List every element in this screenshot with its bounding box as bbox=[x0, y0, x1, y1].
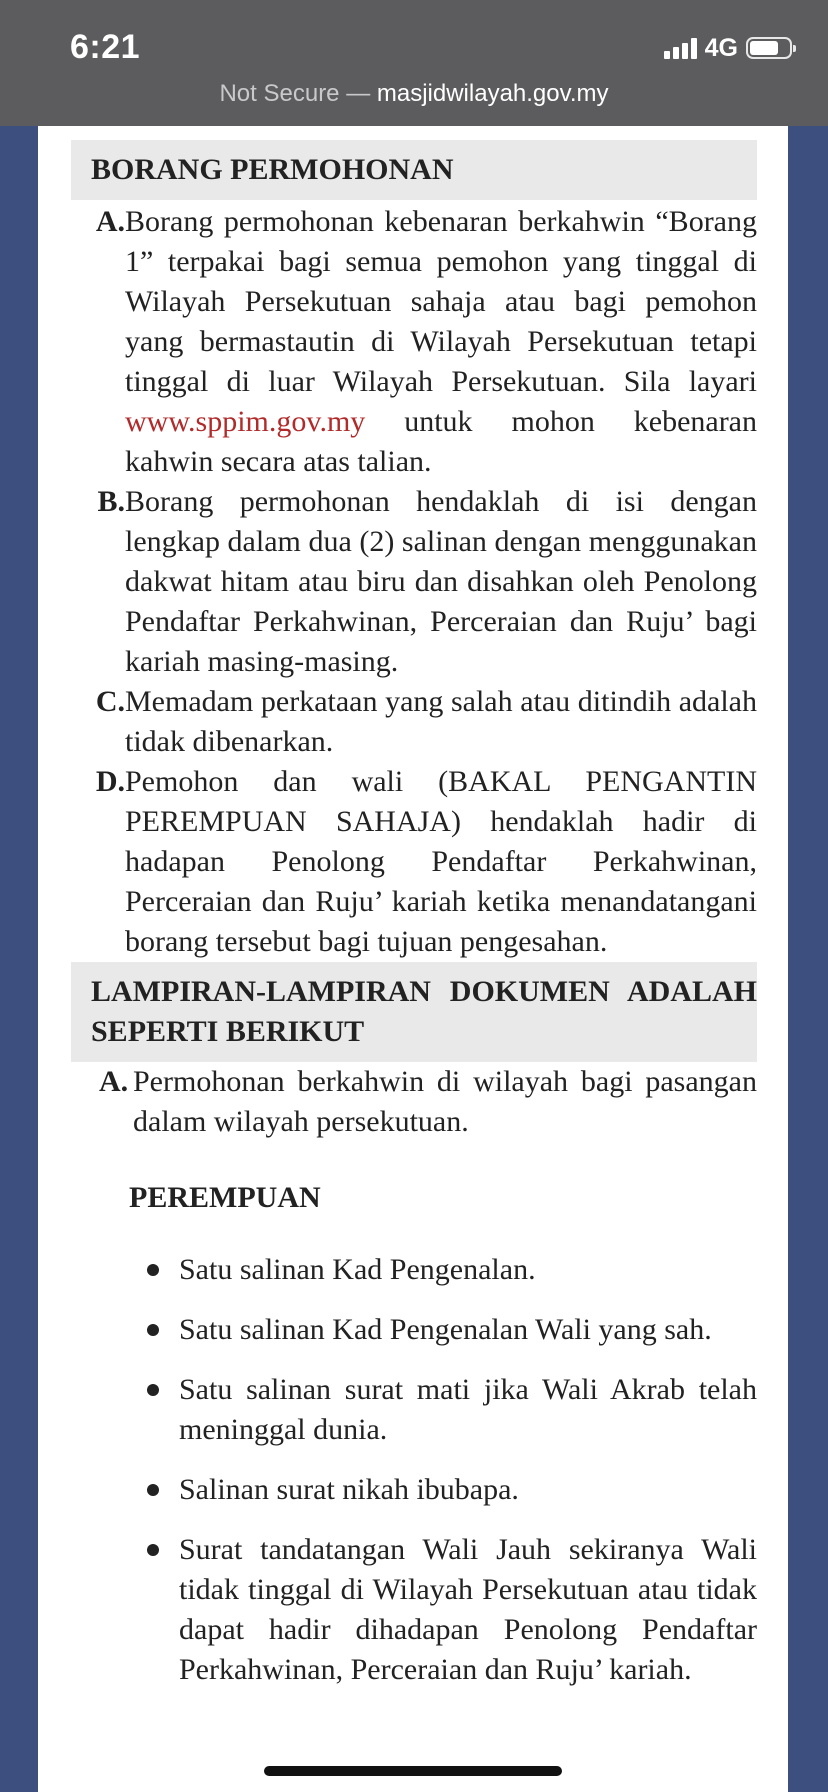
address-bar[interactable] bbox=[0, 80, 828, 108]
list-item: Salinan surat nikah ibubapa. bbox=[71, 1470, 757, 1510]
item-text: Borang permohonan kebenaran berkahwin “Borang 1” terpakai bagi semua pemohon yang tinggal di Wilayah Persekutuan sahaja atau bagi pemohon yang bermastautin di Wilayah Persekutuan tetapi tinggal di luar Wilayah Persekutuan. Sila layari www.sppim.gov.my untuk mohon kebenaran kahwin secara atas talian. bbox=[125, 205, 757, 478]
network-type: 4G bbox=[704, 33, 738, 62]
sub-heading-perempuan: PEREMPUAN bbox=[129, 1181, 321, 1214]
bullet-icon bbox=[147, 1484, 159, 1496]
item-letter: A. bbox=[95, 205, 125, 238]
url-domain: masjidwilayah.gov.my bbox=[376, 80, 609, 107]
sppim-link[interactable]: www.sppim.gov.my bbox=[125, 405, 366, 438]
item-text: Permohonan berkahwin di wilayah bagi pasangan dalam wilayah persekutuan. bbox=[133, 1065, 757, 1138]
list-item: Satu salinan Kad Pengenalan Wali yang sah. bbox=[71, 1310, 757, 1350]
section-heading-borang: BORANG PERMOHONAN bbox=[71, 140, 757, 200]
battery-icon bbox=[746, 37, 792, 59]
list-item: Satu salinan Kad Pengenalan. bbox=[71, 1250, 757, 1290]
item-text: Memadam perkataan yang salah atau ditindih adalah tidak dibenarkan. bbox=[125, 685, 757, 758]
list-item: Surat tandatangan Wali Jauh sekiranya Wali tidak tinggal di Wilayah Persekutuan atau tidak dapat hadir dihadapan Penolong Pendaftar Perkahwinan, Perceraian dan Ruju’ kariah. bbox=[71, 1530, 757, 1690]
item-letter: C. bbox=[95, 685, 125, 718]
section-heading-lampiran bbox=[71, 962, 757, 1062]
bullet-icon bbox=[147, 1384, 159, 1396]
bullet-icon bbox=[147, 1324, 159, 1336]
list-item bbox=[71, 762, 757, 962]
browser-top-bar bbox=[0, 0, 828, 126]
lampiran-heading-text: LAMPIRAN-LAMPIRAN DOKUMEN ADALAH SEPERTI BERIKUT bbox=[91, 975, 757, 1048]
item-text: Borang permohonan hendaklah di isi dengan lengkap dalam dua (2) salinan dengan menggunakan dakwat hitam atau biru dan disahkan oleh Penolong Pendaftar Perkahwinan, Perceraian dan Ruju’ bagi kariah masing-masing. bbox=[125, 485, 757, 678]
bullet-icon bbox=[147, 1264, 159, 1276]
item-letter: A. bbox=[99, 1065, 129, 1098]
item-text: Pemohon dan wali (BAKAL PENGANTIN PEREMPUAN SAHAJA) hendaklah hadir di hadapan Penolong Pendaftar Perkahwinan, Perceraian dan Ruju’ kariah ketika menandatangani borang tersebut bagi tujuan pengesahan. bbox=[125, 765, 757, 958]
list-item: Satu salinan surat mati jika Wali Akrab telah meninggal dunia. bbox=[71, 1370, 757, 1450]
cellular-signal-icon bbox=[664, 37, 697, 59]
bullet-icon bbox=[147, 1544, 159, 1556]
status-time: 6:21 bbox=[70, 28, 141, 66]
item-letter: B. bbox=[97, 485, 125, 518]
item-letter: D. bbox=[95, 765, 125, 798]
document-list bbox=[71, 1250, 757, 1690]
list-item bbox=[71, 1062, 757, 1142]
home-indicator[interactable] bbox=[264, 1766, 562, 1776]
list-item bbox=[71, 682, 757, 762]
security-label: Not Secure — bbox=[219, 80, 371, 107]
list-item bbox=[71, 482, 757, 682]
status-indicators bbox=[664, 33, 792, 63]
main-content bbox=[71, 140, 757, 1710]
list-item bbox=[71, 202, 757, 482]
